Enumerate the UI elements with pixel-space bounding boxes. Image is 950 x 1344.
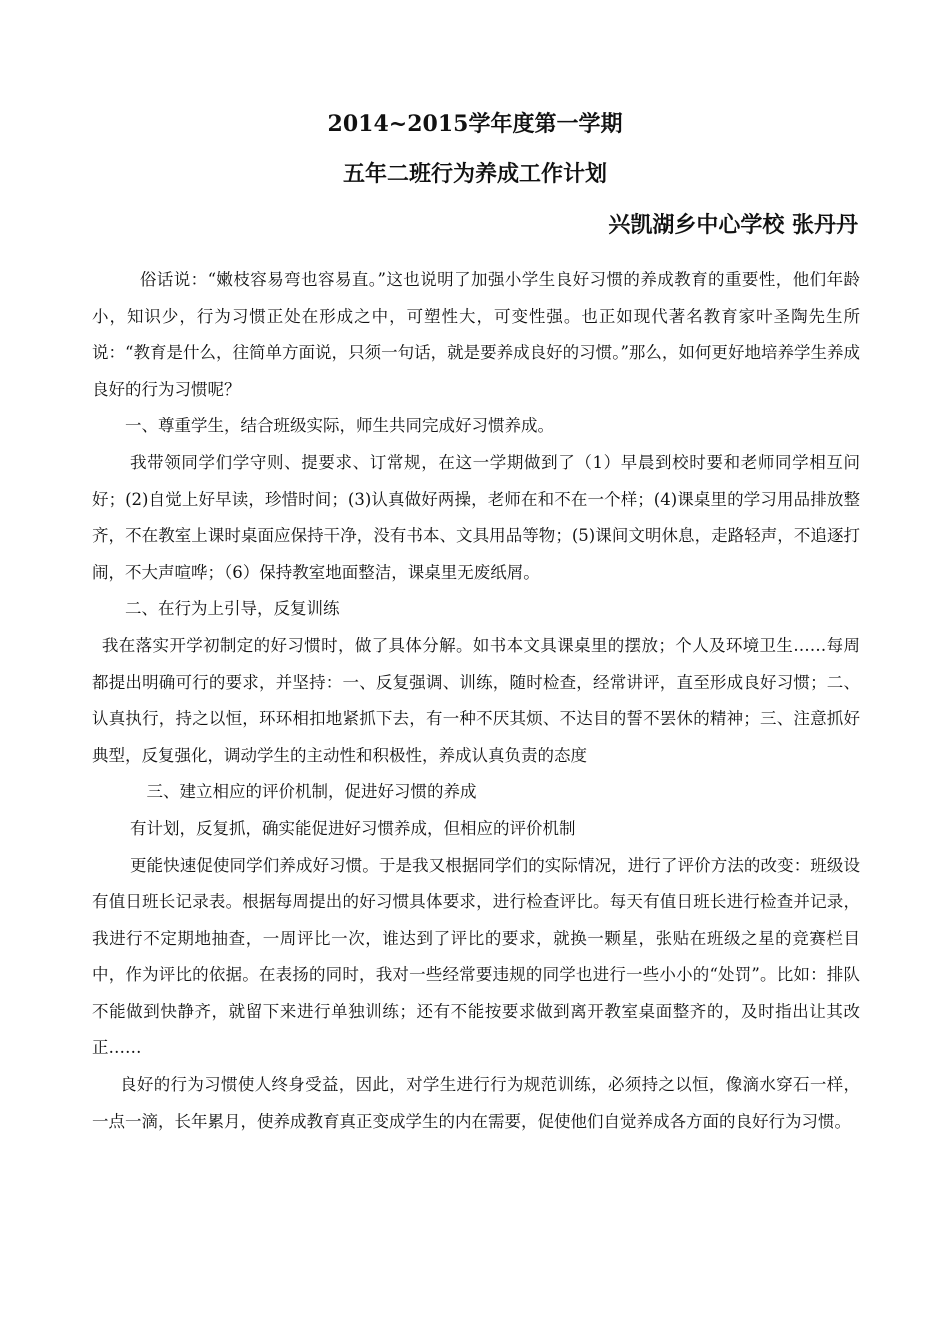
paragraph-section-3a: 有计划，反复抓，确实能促进好习惯养成，但相应的评价机制: [129, 818, 576, 838]
paragraph-conclusion: 良好的行为习惯使人终身受益，因此，对学生进行行为规范训练，必须持之以恒，像滴水穿石一样，一点一滴，长年累月，使养成教育真正变成学生的内在需要，促使他们自觉养成各方面的良好行为习惯。: [92, 1075, 860, 1131]
paragraph-section-2: 我在落实开学初制定的好习惯时，做了具体分解。如书本文具课桌里的摆放；个人及环境卫生……每周都提出明确可行的要求，并坚持：一、反复强调、训练，随时检查，经常讲评，直至形成良好习惯；二、认真执行，持之以恒，环环相扣地紧抓下去，有一种不厌其烦、不达目的誓不罢休的精神；三、注意抓好典型，反复强化，调动学生的主动性和积极性，养成认真负责的态度: [92, 635, 860, 765]
document-body: [92, 262, 860, 1140]
section-heading-2: 二、在行为上引导，反复训练: [125, 599, 340, 619]
paragraph-section-1: 我带领同学们学守则、提要求、订常规，在这一学期做到了（1）早晨到校时要和老师同学相互问好；(2)自觉上好早读，珍惜时间；(3)认真做好两操，老师在和不在一个样；(4)课桌里的学习用品排放整齐，不在教室上课时桌面应保持干净，没有书本、文具用品等物；(5)课间文明休息，走路轻声，不追逐打闹，不大声喧哗；（6）保持教室地面整洁，课桌里无废纸屑。: [92, 452, 860, 582]
title-plan: 五年二班行为养成工作计划: [342, 161, 607, 187]
title-term: 2014~2015学年度第一学期: [327, 111, 623, 137]
section-heading-3: 三、建立相应的评价机制，促进好习惯的养成: [146, 782, 477, 802]
paragraph-intro: 俗话说：“嫩枝容易弯也容易直。”这也说明了加强小学生良好习惯的养成教育的重要性，他们年龄小，知识少，行为习惯正处在形成之中，可塑性大，可变性强。也正如现代著名教育家叶圣陶先生所说：“教育是什么，往简单方面说，只须一句话，就是要养成良好的习惯。”那么，如何更好地培养学生养成良好的行为习惯呢？: [92, 270, 860, 399]
author-line: 兴凯湖乡中心学校 张丹丹: [608, 212, 858, 238]
paragraph-section-3b: 更能快速促使同学们养成好习惯。于是我又根据同学们的实际情况，进行了评价方法的改变：班级设有值日班长记录表。根据每周提出的好习惯具体要求，进行检查评比。每天有值日班长进行检查并记录，我进行不定期地抽查，一周评比一次，谁达到了评比的要求，就换一颗星，张贴在班级之星的竞赛栏目中，作为评比的依据。在表扬的同时，我对一些经常要违规的同学也进行一些小小的“处罚”。比如：排队不能做到快静齐，就留下来进行单独训练；还有不能按要求做到离开教室桌面整齐的，及时指出让其改正……: [92, 855, 860, 1058]
section-heading-1: 一、尊重学生，结合班级实际，师生共同完成好习惯养成。: [125, 416, 554, 436]
